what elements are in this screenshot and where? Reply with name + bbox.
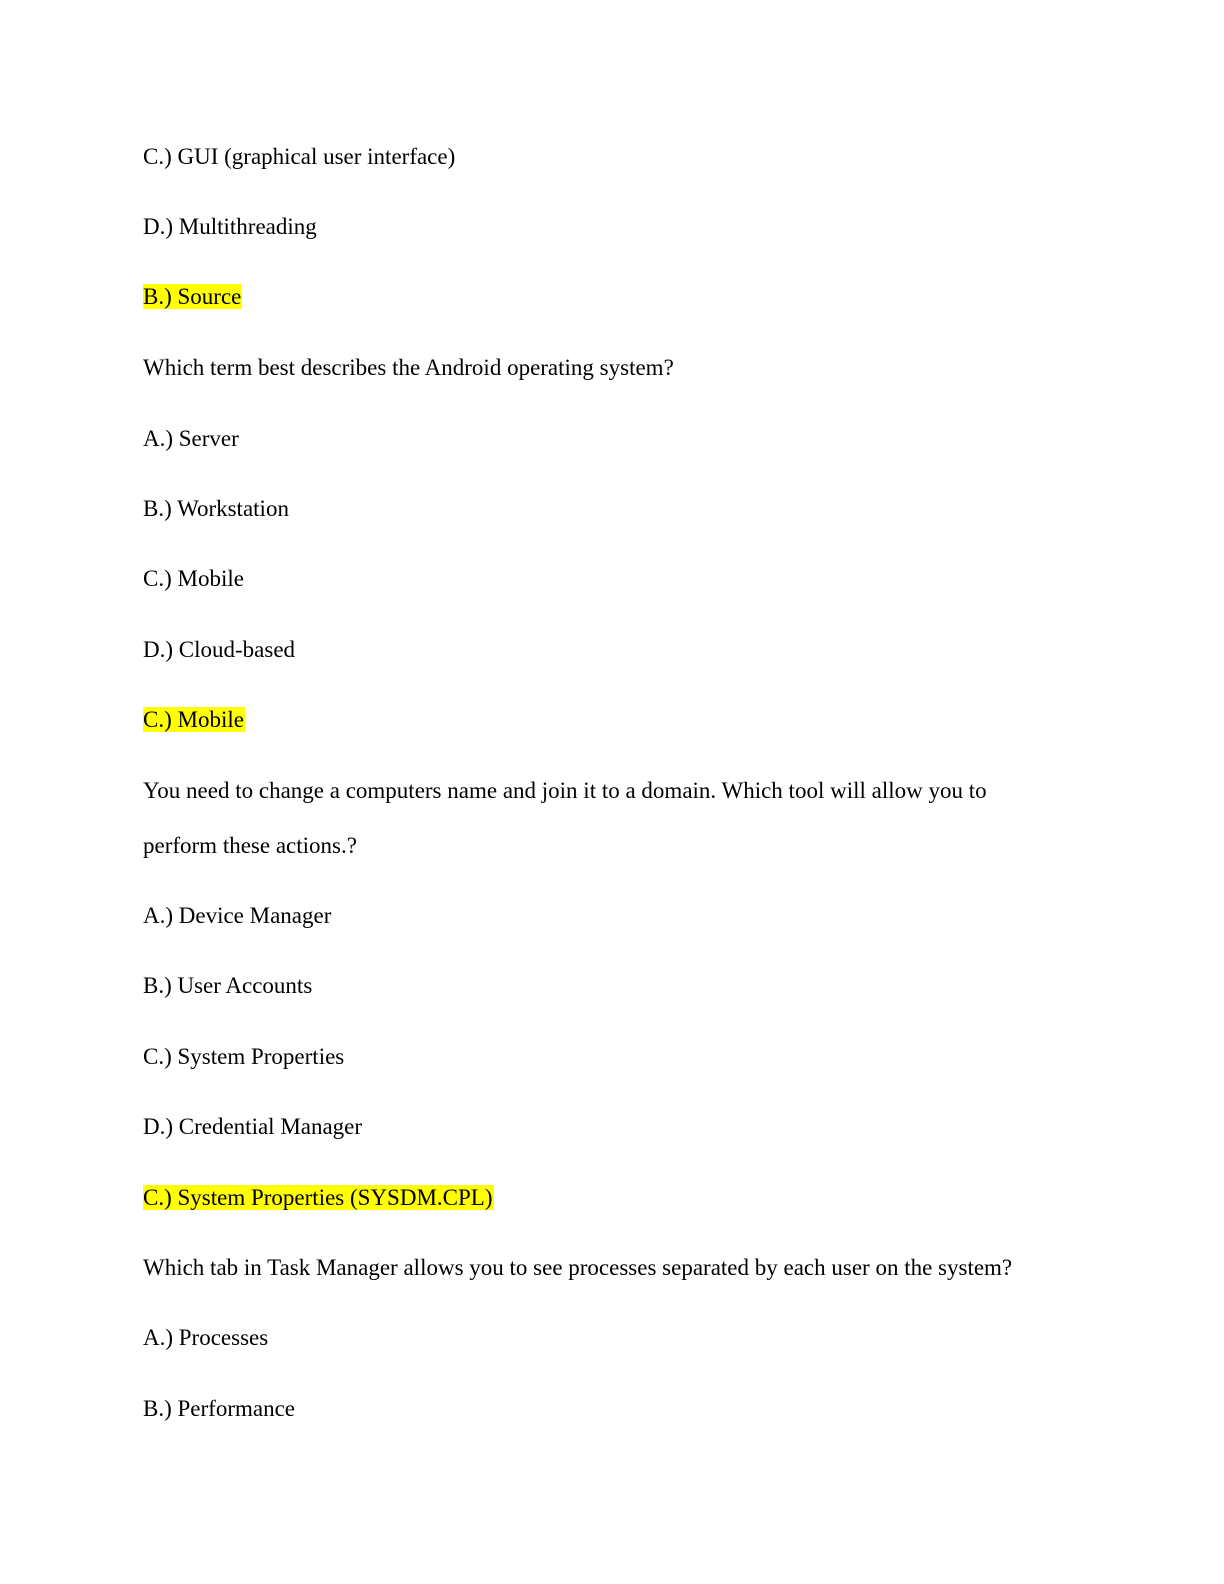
question-computer-name-text-1: You need to change a computers name and join it to a domain. Which tool will allow you to — [143, 778, 987, 803]
answer-source-highlight: B.) Source — [143, 284, 242, 309]
option-performance-text: B.) Performance — [143, 1396, 295, 1421]
question-computer-name-line1 — [143, 777, 987, 805]
option-credential-manager — [143, 1113, 362, 1141]
option-device-manager — [143, 902, 331, 930]
option-system-properties-text: C.) System Properties — [143, 1044, 345, 1069]
answer-mobile — [143, 706, 245, 734]
question-android — [143, 354, 674, 382]
option-processes-text: A.) Processes — [143, 1325, 269, 1350]
option-gui — [143, 143, 455, 171]
question-task-manager-text: Which tab in Task Manager allows you to see processes separated by each user on the system? — [143, 1255, 1013, 1280]
option-device-manager-text: A.) Device Manager — [143, 903, 332, 928]
option-performance — [143, 1395, 295, 1423]
option-system-properties — [143, 1043, 344, 1071]
option-mobile — [143, 565, 244, 593]
question-task-manager — [143, 1254, 1012, 1282]
option-server-text: A.) Server — [143, 426, 239, 451]
question-android-text: Which term best describes the Android operating system? — [143, 355, 674, 380]
option-multithreading-text: D.) Multithreading — [143, 214, 317, 239]
answer-source — [143, 283, 242, 311]
option-cloud-based-text: D.) Cloud-based — [143, 637, 296, 662]
option-cloud-based — [143, 636, 295, 664]
option-workstation-text: B.) Workstation — [143, 496, 289, 521]
option-credential-manager-text: D.) Credential Manager — [143, 1114, 363, 1139]
option-gui-text: C.) GUI (graphical user interface) — [143, 144, 456, 169]
question-computer-name-line2 — [143, 832, 357, 860]
answer-system-properties — [143, 1184, 494, 1212]
answer-mobile-highlight: C.) Mobile — [143, 707, 244, 732]
question-computer-name-text-2: perform these actions.? — [143, 833, 357, 858]
option-multithreading — [143, 213, 317, 241]
option-user-accounts — [143, 972, 312, 1000]
option-mobile-text: C.) Mobile — [143, 566, 244, 591]
option-user-accounts-text: B.) User Accounts — [143, 973, 313, 998]
option-processes — [143, 1324, 268, 1352]
answer-system-properties-highlight: C.) System Properties (SYSDM.CPL) — [143, 1185, 493, 1210]
option-server — [143, 425, 239, 453]
option-workstation — [143, 495, 289, 523]
